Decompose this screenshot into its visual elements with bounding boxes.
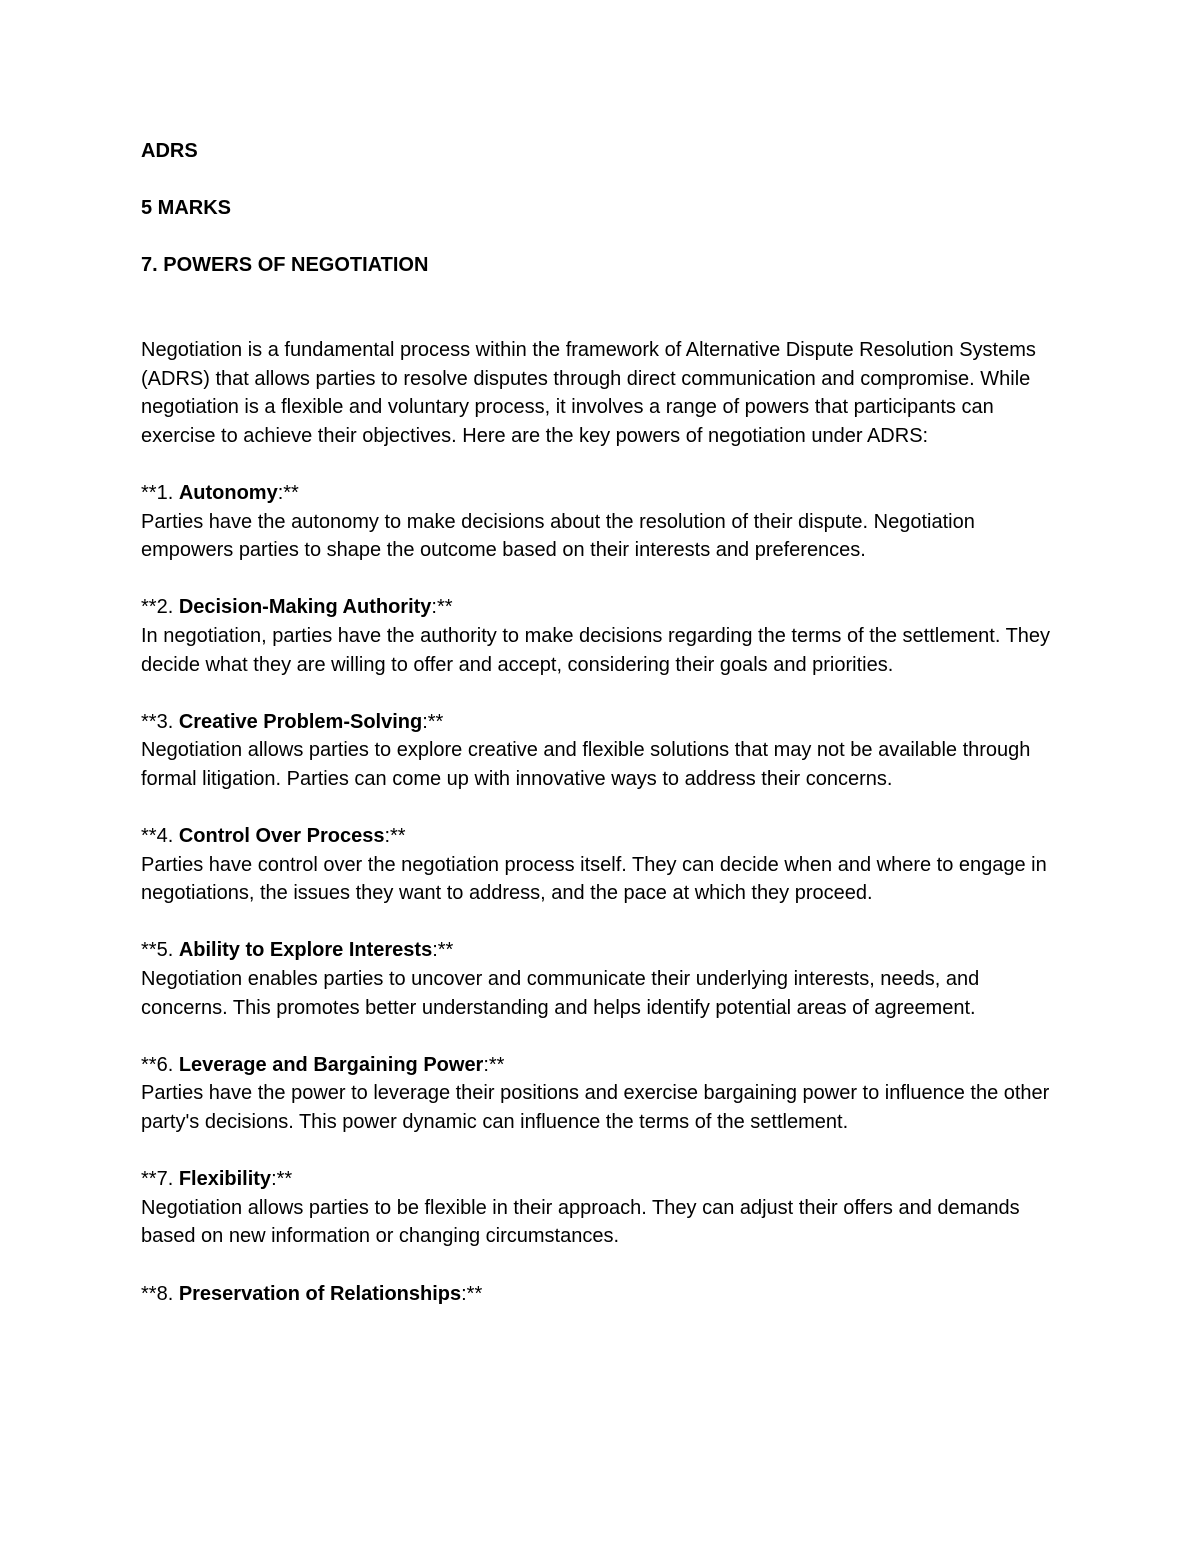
marks-heading: 5 MARKS (141, 197, 232, 219)
point-body: Negotiation enables parties to uncover and communicate their underlying interests, needs, and concerns. This promotes better understanding and helps identify potential areas of agreement. (141, 968, 980, 1019)
point-title: Control Over Process (178, 825, 385, 848)
point-heading (141, 822, 1071, 851)
point-suffix: :** (461, 1282, 483, 1305)
point-title: Leverage and Bargaining Power (178, 1053, 484, 1076)
point-title: Preservation of Relationships (178, 1282, 462, 1305)
point-suffix: :** (483, 1053, 505, 1076)
point-suffix: :** (277, 481, 299, 504)
point-heading (141, 936, 1071, 965)
point-suffix: :** (384, 825, 406, 848)
point-prefix: **7. (141, 1168, 179, 1191)
point-suffix: :** (432, 939, 454, 962)
point-suffix: :** (422, 710, 444, 733)
point-suffix: :** (431, 596, 453, 619)
point-prefix: **4. (141, 825, 179, 848)
point-prefix: **5. (141, 939, 179, 962)
point-leverage-and-bargaining-power (141, 1051, 1071, 1137)
point-flexibility (141, 1165, 1071, 1251)
question-title: 7. POWERS OF NEGOTIATION (141, 254, 429, 276)
intro-paragraph: Negotiation is a fundamental process within the framework of Alternative Dispute Resolution Systems (ADRS) that allows parties to resolve disputes through direct communication and compromise. While negotiation is a flexible and voluntary process, it involves a range of powers that participants can exercise to achieve their objectives. Here are the key powers of negotiation under ADRS: (141, 339, 1036, 447)
point-heading (141, 1051, 1071, 1080)
subject-heading: ADRS (141, 140, 198, 162)
point-heading (141, 1165, 1071, 1194)
document-page (141, 136, 1071, 1337)
point-ability-to-explore-interests (141, 936, 1071, 1022)
point-creative-problem-solving (141, 708, 1071, 794)
point-prefix: **1. (141, 481, 179, 504)
point-title: Ability to Explore Interests (178, 939, 433, 962)
point-prefix: **3. (141, 710, 179, 733)
point-decision-making-authority (141, 593, 1071, 679)
point-title: Decision-Making Authority (178, 596, 432, 619)
point-control-over-process (141, 822, 1071, 908)
point-heading (141, 593, 1071, 622)
point-body: Negotiation allows parties to be flexible in their approach. They can adjust their offers and demands based on new information or changing circumstances. (141, 1196, 1020, 1248)
point-title: Creative Problem-Solving (178, 710, 423, 733)
point-body: Negotiation allows parties to explore creative and flexible solutions that may not be available through formal litigation. Parties can come up with innovative ways to address their concerns. (141, 739, 1031, 790)
point-autonomy (141, 479, 1071, 565)
point-preservation-of-relationships (141, 1280, 1071, 1309)
point-body: Parties have the power to leverage their positions and exercise bargaining power to influence the other party's decisions. This power dynamic can influence the terms of the settlement. (141, 1082, 1050, 1134)
point-prefix: **6. (141, 1053, 179, 1076)
point-prefix: **8. (141, 1282, 179, 1305)
point-body: In negotiation, parties have the authority to make decisions regarding the terms of the settlement. They decide what they are willing to offer and accept, considering their goals and priorities. (141, 624, 1051, 676)
point-prefix: **2. (141, 596, 179, 619)
point-heading (141, 708, 1071, 737)
point-suffix: :** (271, 1168, 293, 1191)
point-heading (141, 1280, 1071, 1309)
point-title: Flexibility (178, 1168, 272, 1191)
point-title: Autonomy (178, 481, 278, 504)
point-body: Parties have control over the negotiation process itself. They can decide when and where to engage in negotiations, the issues they want to address, and the pace at which they proceed. (141, 853, 1047, 905)
point-heading (141, 479, 1071, 508)
point-body: Parties have the autonomy to make decisions about the resolution of their dispute. Negotiation empowers parties to shape the outcome based on their interests and preferences. (141, 510, 975, 562)
